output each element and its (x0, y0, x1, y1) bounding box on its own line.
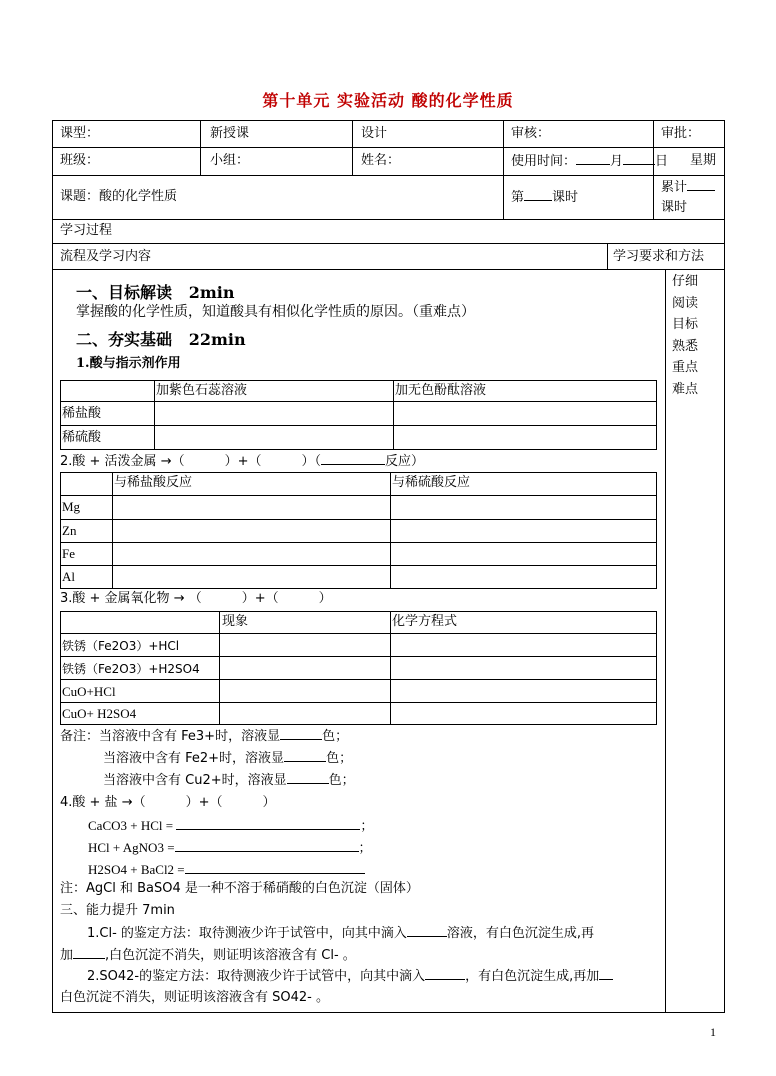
note-line-3 (103, 771, 355, 790)
type-label: 课型： (60, 126, 100, 141)
table3-header: 现象 (222, 614, 249, 629)
s3-p1-line2 (60, 946, 356, 965)
table2-header: 与稀硫酸反应 (392, 475, 471, 490)
note-end: 色； (326, 751, 353, 766)
period-field (511, 188, 578, 207)
table1-header: 加紫色石蕊溶液 (156, 383, 248, 398)
section2-heading (76, 327, 246, 350)
frame-bottom (52, 1012, 725, 1013)
s3-p2-line2: 白色沉淀不消失，则证明该溶液含有 SO42- 。 (60, 990, 329, 1005)
equation-text: CaCO3 + HCl = (88, 818, 174, 833)
side-note: 熟悉 (672, 338, 699, 354)
requirements-label: 学习要求和方法 (613, 249, 705, 264)
class-label: 班级： (60, 153, 100, 168)
time-field (511, 152, 668, 171)
type-value: 新授课 (210, 126, 250, 141)
frame-left (52, 120, 53, 1013)
line4-mid: ）+（ (185, 795, 223, 810)
equation-text: H2SO4 + BaCl2 = (88, 862, 185, 877)
note-end: 色； (328, 773, 355, 788)
line2-reaction: 反应） (385, 454, 425, 469)
line4-end: ） (262, 795, 276, 810)
note-agcl: 注：AgCl 和 BaSO4 是一种不溶于稀硝酸的白色沉淀（固体） (60, 881, 419, 896)
side-note: 阅读 (672, 295, 699, 311)
line2-mid: ）+（ (224, 454, 262, 469)
section1-text: 掌握酸的化学性质，知道酸具有相似化学性质的原因。（重难点） (76, 304, 475, 320)
table2-row-label: Zn (62, 523, 77, 538)
section2-time: 22min (188, 330, 246, 349)
frame-top (52, 120, 725, 121)
line3-prefix: 3.酸 + 金属氧化物 → （ (60, 591, 202, 606)
table3-row-label: 铁锈（Fe2O3）+H2SO4 (62, 662, 200, 676)
line4-prefix: 4.酸 + 盐 →（ (60, 795, 146, 810)
section1-heading (76, 280, 235, 303)
s3-text: 加 (60, 948, 74, 963)
sub1-heading: 1.酸与指示剂作用 (76, 356, 181, 371)
frame-right (724, 120, 725, 1013)
equation-end: ； (358, 840, 372, 855)
s3-text: 1.Cl- 的鉴定方法：取待测液少许于试管中，向其中滴入 (87, 926, 407, 941)
equation-1 (88, 817, 373, 835)
name-label: 姓名： (361, 153, 401, 168)
s3-text: 溶液，有白色沉淀生成,再 (446, 926, 595, 941)
total-post: 课时 (661, 200, 688, 215)
s3-text: 2.SO42-的鉴定方法：取待测液少许于试管中，向其中滴入 (87, 969, 426, 984)
total-field (661, 178, 715, 197)
review-label: 审核： (511, 126, 551, 141)
approve-label: 审批： (661, 126, 701, 141)
topic: 课题：酸的化学性质 (60, 189, 178, 204)
table1-header: 加无色酚酞溶液 (395, 383, 487, 398)
flow-label: 流程及学习内容 (60, 249, 152, 264)
time-month: 月 (610, 154, 624, 169)
page-title: 第十单元 实验活动 酸的化学性质 (262, 91, 514, 110)
table2-row-label: Fe (62, 546, 75, 561)
line3-mid: ）+（ (241, 591, 279, 606)
time-label: 使用时间： (511, 154, 577, 169)
side-notes (672, 271, 712, 400)
note-line-1 (60, 727, 348, 746)
time-day: 日 (655, 154, 669, 169)
design-label: 设计 (361, 126, 388, 141)
period-post: 课时 (552, 190, 579, 205)
group-label: 小组： (210, 153, 250, 168)
table3-row-label: 铁锈（Fe2O3）+HCl (62, 639, 180, 653)
line2-prefix: 2.酸 + 活泼金属 →（ (60, 454, 185, 469)
side-note: 重点 (672, 360, 699, 375)
table2-row-label: Al (62, 569, 75, 584)
table2-row-label: Mg (62, 499, 81, 514)
section1-time: 2min (188, 283, 235, 302)
line4 (60, 794, 276, 812)
table1-row-label: 稀硫酸 (62, 430, 102, 445)
line3 (60, 590, 332, 608)
equation-2 (88, 839, 372, 857)
side-note: 难点 (672, 381, 699, 397)
note-end: 色； (322, 729, 349, 744)
s3-p2-line1 (87, 967, 613, 986)
notes-lead: 备注： (60, 729, 100, 744)
note-text: 当溶液中含有 Cu2+时，溶液显 (103, 773, 287, 788)
line2-end: ）（ (301, 454, 322, 469)
line3-end: ） (318, 591, 332, 606)
table3-header: 化学方程式 (392, 614, 458, 629)
table3-row-label: CuO+HCl (62, 684, 116, 699)
note-text: 当溶液中含有 Fe3+时，溶液显 (99, 729, 281, 744)
page-number: 1 (710, 1025, 716, 1039)
table3-row-label: CuO+ H2SO4 (62, 706, 137, 721)
side-note: 仔细 (672, 274, 699, 289)
s3-p1-line1 (87, 924, 594, 943)
side-note: 目标 (672, 317, 699, 332)
period-pre: 第 (511, 190, 525, 205)
time-week: 星期 (690, 153, 717, 168)
equation-3 (88, 861, 365, 879)
equation-end: ； (360, 818, 374, 833)
table1-row-label: 稀盐酸 (62, 406, 102, 421)
s3-text: ，有白色沉淀生成,再加 (465, 969, 600, 984)
table2-header: 与稀盐酸反应 (114, 475, 193, 490)
section2-title: 二、夯实基础 (76, 330, 173, 349)
total-pre: 累计 (661, 180, 688, 195)
process-label: 学习过程 (60, 223, 113, 238)
note-line-2 (103, 749, 352, 768)
s3-text: ,白色沉淀不消失，则证明该溶液含有 Cl- 。 (105, 948, 356, 963)
section1-title: 一、目标解读 (76, 283, 173, 302)
section3-heading: 三、能力提升 7min (60, 903, 175, 918)
line2 (60, 452, 424, 471)
equation-text: HCl + AgNO3 = (88, 840, 175, 855)
note-text: 当溶液中含有 Fe2+时，溶液显 (103, 751, 285, 766)
